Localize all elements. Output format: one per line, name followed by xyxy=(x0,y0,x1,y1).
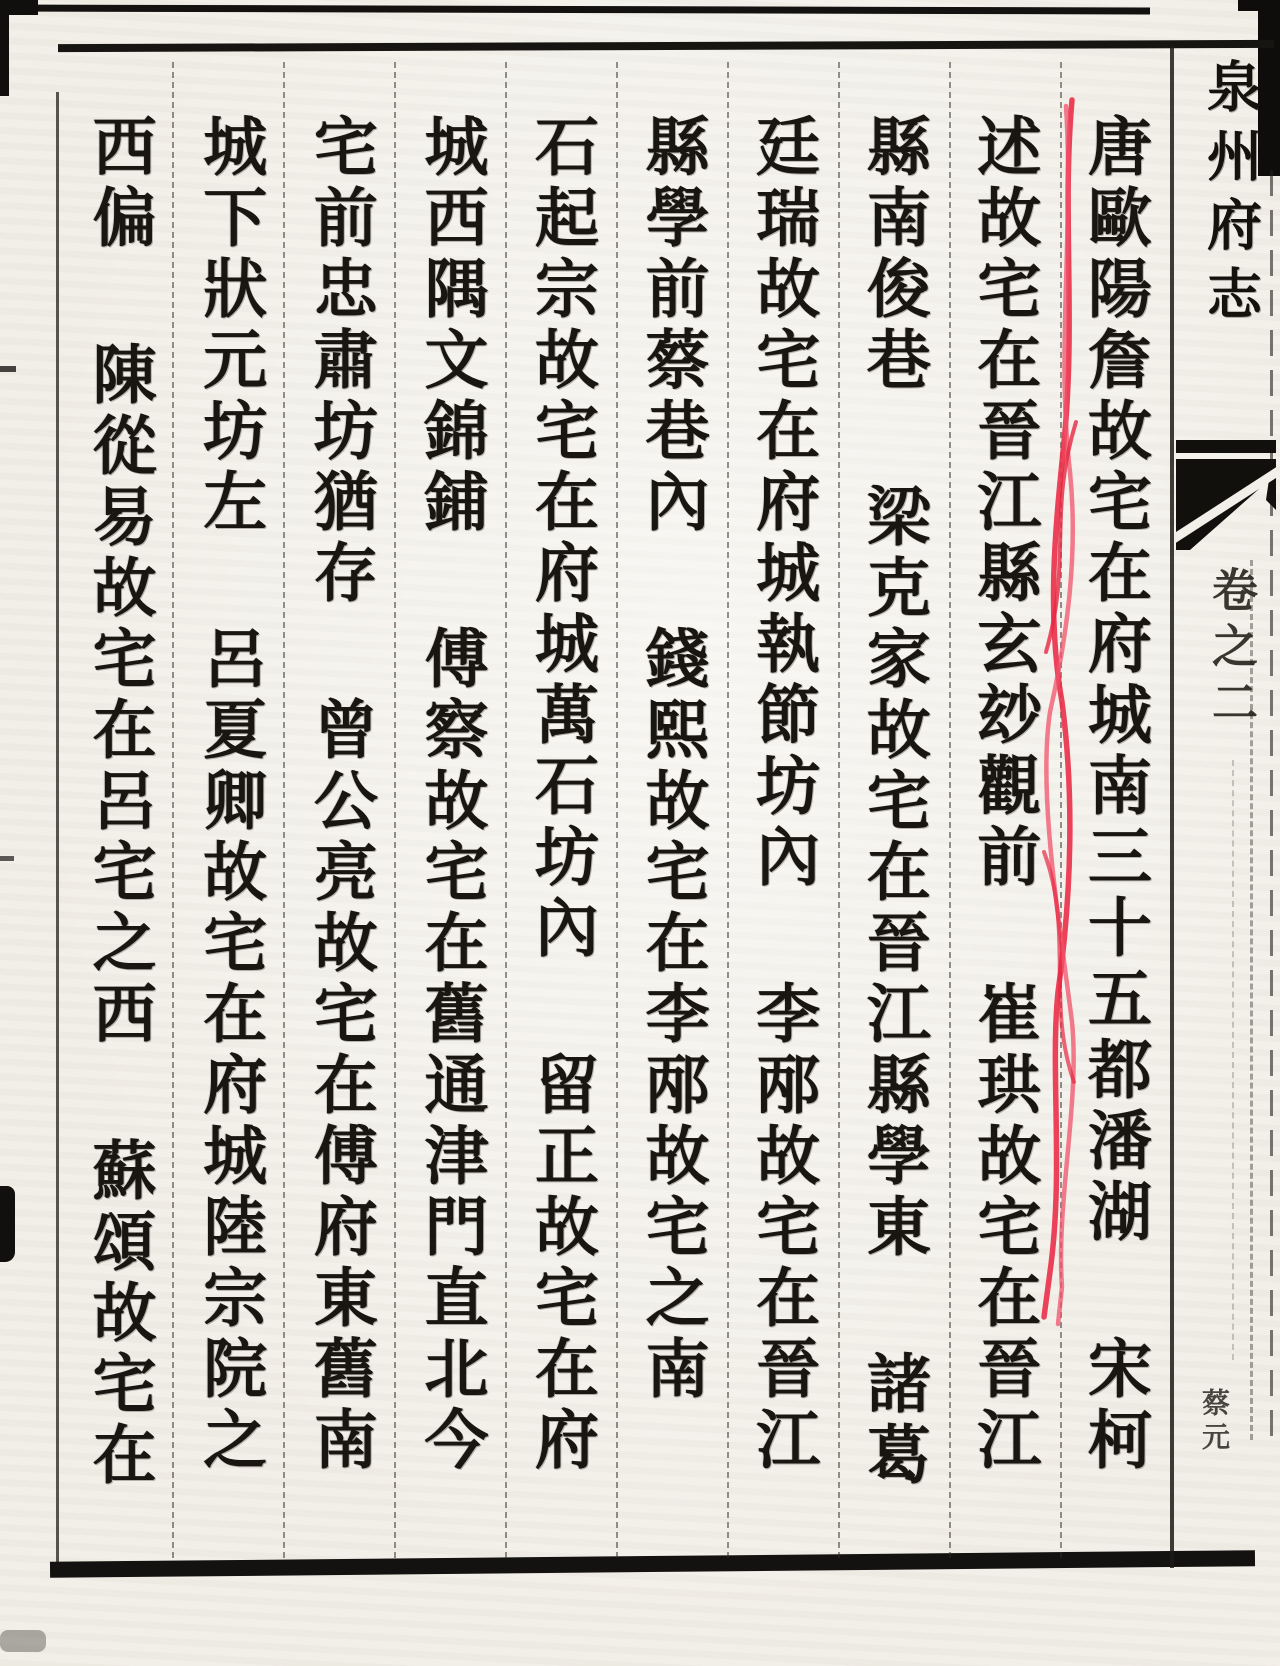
text-column-5 xyxy=(615,55,726,1560)
column-text-segment: 崔珙故宅在晉江 xyxy=(966,980,1042,1477)
column-text-segment: 傅察故宅在舊通津門直北今 xyxy=(413,625,489,1477)
column-text-segment: 留正故宅在府 xyxy=(524,1051,600,1477)
text-column-9 xyxy=(173,55,284,1560)
scan-smudge xyxy=(0,1186,15,1262)
book-title: 泉州府志 xyxy=(1198,58,1263,334)
column-text-segment: 西偏 xyxy=(81,113,157,255)
text-column-10 xyxy=(62,55,173,1560)
column-text-segment: 唐歐陽詹故宅在府城南三十五都潘湖 xyxy=(1077,113,1152,1249)
column-text-segment: 城下狀元坊左 xyxy=(192,113,268,539)
scan-corner-mark xyxy=(1238,0,1280,11)
volume-label: 卷之二 xyxy=(1205,566,1259,734)
gutter-separator-line xyxy=(1170,46,1174,1568)
text-columns xyxy=(62,55,1168,1560)
column-text-segment: 城西隅文錦鋪 xyxy=(413,113,489,539)
text-column-8 xyxy=(283,55,394,1560)
scan-edge-line xyxy=(0,4,1150,14)
column-text-segment: 陳從易故宅在呂宅之西 xyxy=(81,341,157,1051)
column-text-segment: 李邴故宅在晉江 xyxy=(745,980,821,1477)
text-column-4 xyxy=(726,55,837,1560)
scan-smudge xyxy=(0,1630,46,1652)
column-text-segment: 梁克家故宅在晉江縣學東 xyxy=(855,483,931,1264)
page-frame-left-border xyxy=(56,92,59,1570)
column-text-segment: 述故宅在晉江縣玄玅觀前 xyxy=(966,113,1042,894)
column-text-segment: 石起宗故宅在府城萬石坊內 xyxy=(524,113,600,965)
column-text-segment: 錢熙故宅在李邴故宅之南 xyxy=(634,625,710,1406)
column-text-segment: 諸葛 xyxy=(855,1350,931,1492)
column-text-segment: 宅前忠肅坊猶存 xyxy=(302,113,378,610)
scan-smudge xyxy=(0,366,16,372)
text-column-3 xyxy=(836,55,947,1560)
column-text-segment: 呂夏卿故宅在府城陸宗院之 xyxy=(192,625,268,1477)
column-text-segment: 宋柯 xyxy=(1077,1335,1152,1477)
column-text-segment: 廷瑞故宅在府城執節坊內 xyxy=(745,113,821,894)
text-column-2 xyxy=(947,55,1058,1560)
column-text-segment: 縣學前蔡巷內 xyxy=(634,113,710,539)
page-frame-top-border xyxy=(58,40,1274,52)
engraver-name: 蔡元 xyxy=(1198,1388,1231,1456)
column-text-segment: 蘇頌故宅在 xyxy=(81,1137,157,1492)
gutter-worn-line xyxy=(1232,760,1234,1360)
scan-corner-mark xyxy=(0,0,9,96)
text-column-6 xyxy=(504,55,615,1560)
column-text-segment: 曾公亮故宅在傅府東舊南 xyxy=(302,696,378,1477)
column-text-segment: 縣南俊巷 xyxy=(855,113,931,397)
scan-smudge xyxy=(0,856,14,861)
text-column-7 xyxy=(394,55,505,1560)
fishtail-ornament-icon xyxy=(1176,440,1276,568)
text-column-1 xyxy=(1057,55,1168,1560)
